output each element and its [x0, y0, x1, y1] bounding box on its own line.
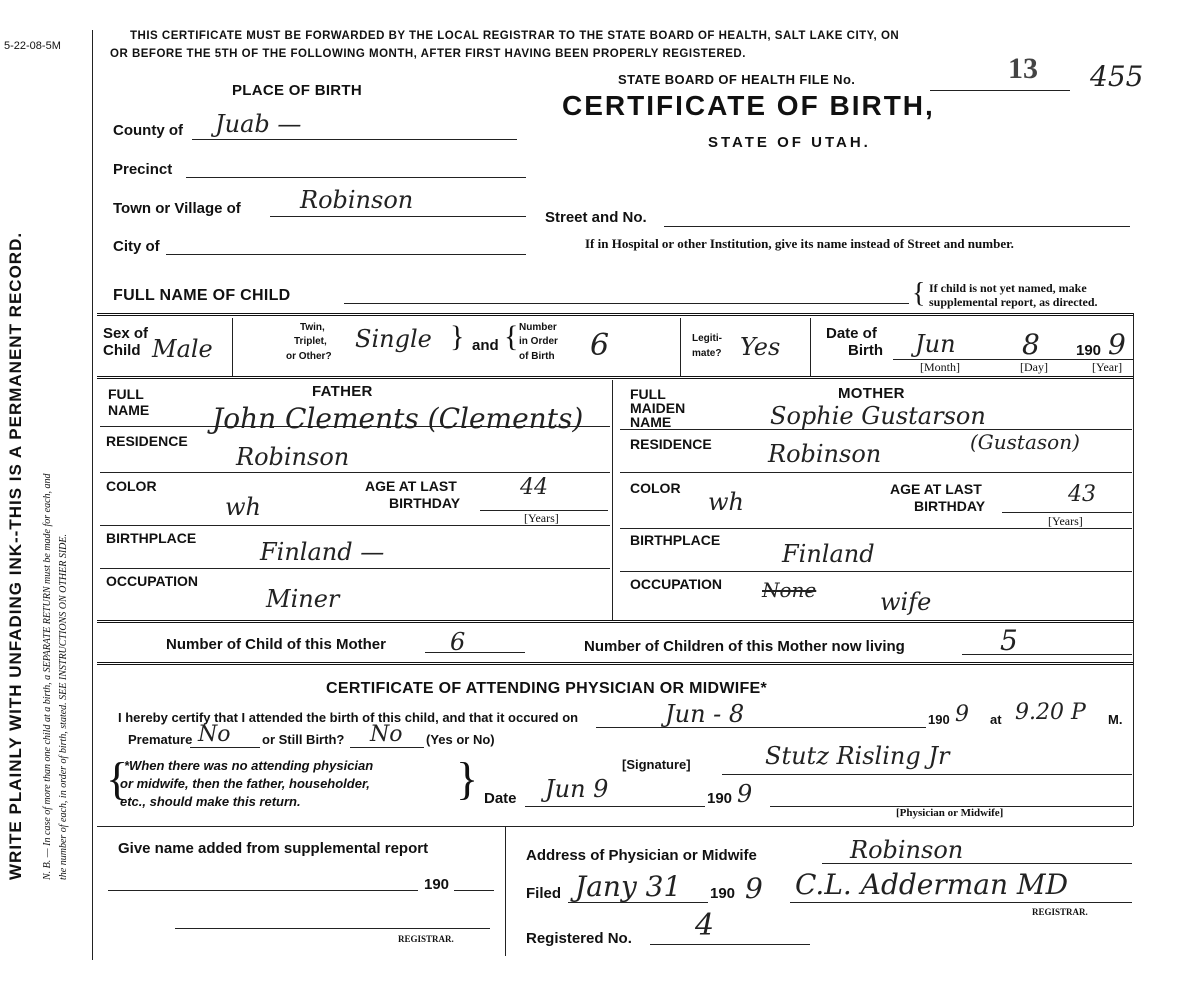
year-label: [Year] — [1092, 360, 1123, 374]
mother-occupation-value: wife — [880, 588, 932, 616]
twin-label-3: or Other? — [286, 351, 332, 362]
file-number-label: STATE BOARD OF HEALTH FILE No. — [618, 72, 856, 87]
filed-value: Jany 31 — [575, 870, 682, 903]
father-age-label-2: BIRTHDAY — [389, 495, 461, 511]
twin-brace: } — [450, 320, 465, 353]
file-number-value: 13 — [1008, 52, 1038, 85]
certify-year-prefix: 190 — [928, 712, 950, 727]
father-residence-value: Robinson — [236, 443, 350, 471]
day-label: [Day] — [1020, 360, 1048, 374]
mother-age-label-2: BIRTHDAY — [914, 498, 986, 514]
signature-value: Stutz Risling Jr — [765, 742, 950, 770]
father-name-line — [100, 426, 610, 427]
address-label: Address of Physician or Midwife — [526, 847, 757, 864]
mother-residence-label: RESIDENCE — [630, 436, 712, 452]
mother-occupation-label: OCCUPATION — [630, 576, 723, 592]
mother-full-label-1: FULL — [630, 386, 666, 402]
twin-value: Single — [355, 325, 432, 353]
father-occupation-label: OCCUPATION — [106, 573, 199, 589]
birth-date-line — [596, 727, 926, 728]
county-line — [192, 139, 517, 140]
forwarding-notice-line1: THIS CERTIFICATE MUST BE FORWARDED BY THE LOCAL REGISTRAR TO THE STATE BOARD OF HEALTH, SALT LAKE CITY, ON — [130, 30, 900, 42]
dob-day: 8 — [1022, 328, 1040, 361]
order-label-1: Number — [519, 322, 557, 333]
registrar-line — [790, 902, 1132, 903]
dob-label-1: Date of — [826, 325, 877, 342]
divider-sex — [232, 318, 233, 376]
child-number-line — [425, 652, 525, 653]
mother-birthplace-value: Finland — [782, 540, 875, 568]
supplemental-registrar-line — [175, 928, 490, 929]
lower-section-divider — [505, 826, 506, 956]
sex-label-2: Child — [103, 342, 141, 359]
children-living-value: 5 — [1000, 624, 1018, 657]
registrar-label: REGISTRAR. — [1032, 907, 1088, 917]
town-label: Town or Village of — [113, 200, 241, 217]
mother-color-label: COLOR — [630, 480, 681, 496]
precinct-label: Precinct — [113, 161, 173, 178]
mother-color-line — [620, 528, 1132, 529]
m-label: M. — [1108, 712, 1123, 727]
mother-occupation-struck: None — [762, 578, 817, 602]
place-of-birth-heading: PLACE OF BIRTH — [232, 82, 363, 99]
not-named-note2: supplemental report, as directed. — [929, 295, 1098, 309]
filed-year-value: 9 — [745, 872, 763, 905]
note-line-1: *When there was no attending physician — [124, 758, 374, 773]
hospital-note: If in Hospital or other Institution, give its name instead of Street and number. — [585, 236, 1014, 251]
father-color-label: COLOR — [106, 478, 157, 494]
registered-line — [650, 944, 810, 945]
child-fullname-line — [344, 303, 909, 304]
father-years-label: [Years] — [524, 511, 559, 525]
not-named-brace: { — [912, 278, 926, 309]
certify-text: I hereby certify that I attended the birth of this child, and that it occured on — [118, 710, 579, 725]
at-label: at — [990, 712, 1002, 727]
premature-line — [190, 747, 260, 748]
child-number-label: Number of Child of this Mother — [166, 636, 386, 653]
supplemental-year-line — [454, 890, 494, 891]
date-value: Jun 9 — [545, 775, 609, 803]
mother-name-value: Sophie Gustarson — [770, 402, 986, 430]
form-code: 5-22-08-5M — [4, 40, 61, 52]
premature-label: Premature — [128, 732, 193, 747]
registered-label: Registered No. — [526, 930, 632, 947]
dob-year-value: 9 — [1108, 328, 1126, 361]
legit-label-2: mate? — [692, 348, 722, 359]
parents-center-divider — [612, 380, 613, 620]
divider-legit — [810, 318, 811, 376]
mother-residence-line — [620, 472, 1132, 473]
date-year-prefix: 190 — [707, 790, 733, 807]
mother-age-value: 43 — [1068, 482, 1096, 507]
father-residence-line — [100, 472, 610, 473]
margin-border — [92, 30, 93, 960]
mother-residence-extra: (Gustason) — [970, 430, 1080, 454]
mother-residence-value: Robinson — [768, 440, 882, 468]
order-value: 6 — [590, 328, 610, 363]
file-number-line — [930, 90, 1070, 91]
father-age-value: 44 — [520, 475, 548, 500]
father-full-label-1: FULL — [108, 386, 144, 402]
note-line-2: or midwife, then the father, householder, — [120, 776, 370, 791]
street-label: Street and No. — [545, 209, 647, 226]
twin-label-1: Twin, — [300, 322, 325, 333]
note-brace-right: } — [456, 753, 479, 804]
twin-label-2: Triplet, — [294, 336, 327, 347]
registrar-signature: C.L. Adderman MD — [795, 868, 1069, 901]
city-line — [166, 254, 526, 255]
mother-color-value: wh — [708, 488, 744, 516]
address-line — [822, 863, 1132, 864]
stillbirth-line — [350, 747, 424, 748]
stillbirth-value: No — [370, 722, 403, 747]
child-row-top-border — [97, 313, 1133, 316]
father-age-label-1: AGE AT LAST — [365, 478, 457, 494]
sex-value: Male — [152, 335, 213, 363]
father-name-value: John Clements (Clements) — [212, 402, 584, 435]
vertical-ink-notice: WRITE PLAINLY WITH UNFADING INK--THIS IS A PERMANENT RECORD. — [6, 231, 25, 880]
parents-top-border — [97, 376, 1133, 379]
registered-value: 4 — [695, 908, 715, 943]
mother-years-label: [Years] — [1048, 514, 1083, 528]
father-color-line — [100, 525, 610, 526]
county-label: County of — [113, 122, 183, 139]
town-value: Robinson — [300, 186, 414, 214]
and-label: and — [472, 337, 499, 354]
mother-birthplace-line — [620, 571, 1132, 572]
mother-age-line — [1002, 512, 1132, 513]
father-birthplace-label: BIRTHPLACE — [106, 530, 197, 546]
file-number-handwritten: 455 — [1090, 60, 1144, 93]
children-living-label: Number of Children of this Mother now living — [584, 638, 905, 655]
legit-value: Yes — [740, 333, 781, 361]
premature-value: No — [198, 722, 231, 747]
father-birthplace-value: Finland — — [260, 538, 385, 566]
physician-top-border — [97, 662, 1133, 665]
children-living-line — [962, 654, 1132, 655]
filed-year-prefix: 190 — [710, 885, 736, 902]
date-line — [525, 806, 705, 807]
mother-age-label-1: AGE AT LAST — [890, 481, 982, 497]
order-brace: { — [504, 320, 519, 353]
mother-heading: MOTHER — [838, 385, 905, 402]
certificate-subtitle: STATE OF UTAH. — [708, 134, 871, 151]
physician-or-midwife: [Physician or Midwife] — [896, 807, 1004, 819]
legit-label-1: Legiti- — [692, 333, 722, 344]
father-residence-label: RESIDENCE — [106, 433, 188, 449]
street-line — [664, 226, 1130, 227]
town-line — [270, 216, 526, 217]
not-named-note1: If child is not yet named, make — [929, 281, 1087, 295]
father-full-label-2: NAME — [108, 402, 150, 418]
sex-label-1: Sex of — [103, 325, 149, 342]
child-number-value: 6 — [450, 628, 466, 656]
lower-section-top — [97, 826, 1133, 827]
dob-year-prefix: 190 — [1076, 342, 1102, 359]
order-label-2: in Order — [519, 336, 558, 347]
yes-no-label: (Yes or No) — [426, 732, 495, 747]
forwarding-notice-line2: OR BEFORE THE 5TH OF THE FOLLOWING MONTH, AFTER FIRST HAVING BEEN PROPERLY REGISTERED. — [110, 48, 746, 60]
order-label-3: of Birth — [519, 351, 555, 362]
supplemental-registrar: REGISTRAR. — [398, 934, 454, 944]
father-heading: FATHER — [312, 383, 373, 400]
right-border — [1133, 313, 1134, 826]
vertical-nb-line2: the number of each, in order of birth, stated. SEE INSTRUCTIONS ON OTHER SIDE. — [58, 533, 69, 880]
filed-line — [568, 902, 708, 903]
mother-full-label-2: MAIDEN — [630, 400, 686, 416]
father-occupation-value: Miner — [266, 585, 340, 613]
county-value: Juab — — [215, 110, 302, 138]
certificate-title: CERTIFICATE OF BIRTH, — [562, 90, 935, 121]
date-year-value: 9 — [737, 780, 753, 808]
mother-full-label-3: NAME — [630, 414, 672, 430]
mother-birthplace-label: BIRTHPLACE — [630, 532, 721, 548]
signature-line — [722, 774, 1132, 775]
supplemental-heading: Give name added from supplemental report — [118, 840, 429, 857]
date-label: Date — [484, 790, 517, 807]
child-fullname-label: FULL NAME OF CHILD — [113, 287, 291, 304]
supplemental-line — [108, 890, 418, 891]
counts-top-border — [97, 620, 1133, 623]
vertical-nb-line1: N. B. — In case of more than one child at a birth, a SEPARATE RETURN must be made for each, and — [42, 473, 53, 880]
supplemental-year-prefix: 190 — [424, 876, 450, 893]
physician-heading: CERTIFICATE OF ATTENDING PHYSICIAN OR MIDWIFE* — [326, 680, 768, 697]
signature-label: [Signature] — [622, 757, 691, 772]
time-value: 9.20 P — [1015, 700, 1086, 725]
filed-label: Filed — [526, 885, 562, 902]
note-line-3: etc., should make this return. — [120, 794, 301, 809]
dob-label-2: Birth — [848, 342, 883, 359]
month-label: [Month] — [920, 360, 960, 374]
address-value: Robinson — [850, 836, 964, 864]
stillbirth-label: or Still Birth? — [262, 732, 345, 747]
city-label: City of — [113, 238, 160, 255]
divider-order — [680, 318, 681, 376]
note-brace-left: { — [106, 753, 129, 804]
father-birthplace-line — [100, 568, 610, 569]
father-color-value: wh — [225, 493, 261, 521]
precinct-line — [186, 177, 526, 178]
certify-year-value: 9 — [955, 702, 969, 727]
birth-date-value: Jun - 8 — [665, 700, 745, 728]
dob-month: Jun — [915, 330, 956, 358]
